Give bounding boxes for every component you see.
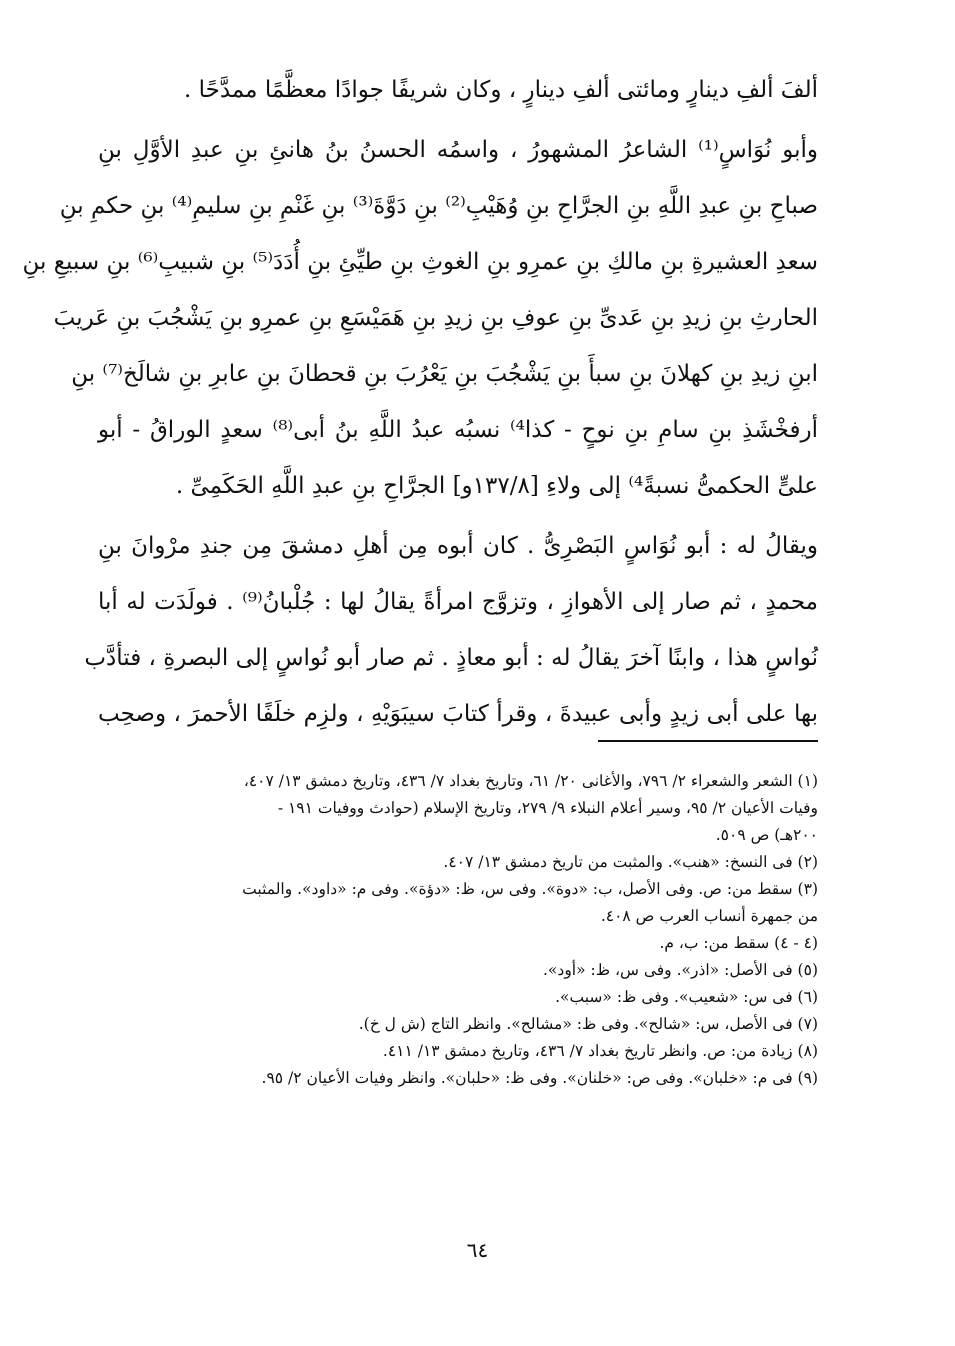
text-line: ويقالُ له : أبو نُوَاسٍ البَصْرِىُّ . كان أبوه مِن أهلِ دمشقَ مِن جندِ مرْوانَ بنِ [98,533,818,559]
footnote-line: (٧) فى الأصل، س: «شالح». وفى ظ: «مشالح». وانظر التاج (ش ل خ). [358,1015,818,1033]
text-line: الحارثِ بنِ زيدِ بنِ عَدىِّ بنِ عوفِ بنِ زيدِ بنِ هَمَيْسَعِ بنِ عمرِو بنِ يَشْجُبَ بنِ عَريبَ [53,305,818,331]
page-number: ٦٤ [466,1238,489,1262]
footnote-line: (٨) زيادة من: ص. وانظر تاريخ بغداد ٧/ ٤٣٦، وتاريخ دمشق ١٣/ ٤١١. [382,1042,818,1060]
footnote-line: (٣) سقط من: ص. وفى الأصل، ب: «دوة». وفى س، ظ: «دؤة». وفى م: «داود». والمثبت [242,880,818,898]
footnote-line: ٢٠٠هـ) ص ٥٠٩. [715,826,818,844]
text-line: محمدٍ ، ثم صار إلى الأهوازِ ، وتزوَّج امرأةً يقالُ لها : جُلْبانُ⁽⁹⁾ . فولَدَت له أبا [98,589,818,615]
text-line: أرفخْشَذِ بنِ سامِ بنِ نوحٍ - كذا⁴⁾ نسبُه عبدُ اللَّهِ بنُ أبى⁽⁸⁾ سعدٍ الوراقُ - أبو [98,417,819,443]
footnote-line: (٤ - ٤) سقط من: ب، م. [659,934,818,952]
footnote-line: (٦) فى س: «شعيب». وفى ظ: «سبب». [555,988,818,1006]
footnote-line: (٥) فى الأصل: «اذر». وفى س، ظ: «أود». [543,961,818,979]
text-line: وأبو نُوَاسٍ⁽¹⁾ الشاعرُ المشهورُ ، واسمُه الحسنُ بنُ هانئِ بنِ عبدِ الأوَّلِ بنِ [98,137,818,163]
text-line: علىٍّ الحكمىُّ نسبةً⁴⁾ إلى ولاءِ [١٣٧/٨و] الجرَّاحِ بنِ عبدِ اللَّهِ الحَكَمِىِّ . [175,473,818,499]
text-line: نُواسٍ هذا ، وابنًا آخرَ يقالُ له : أبو معاذٍ . ثم صار أبو نُواسٍ إلى البصرةِ ، فتأدَّب [84,645,818,671]
footnote-line: (٢) فى النسخ: «هنب». والمثبت من تاريخ دمشق ١٣/ ٤٠٧. [443,853,818,871]
footnote-line: (٩) فى م: «خلبان». وفى ص: «خلنان». وفى ظ: «حلبان». وانظر وفيات الأعيان ٢/ ٩٥. [261,1069,818,1087]
text-line: ابنِ زيدِ بنِ كهلانَ بنِ سبأَ بنِ يَشْجُبَ بنِ يَعْرُبَ بنِ قحطانَ بنِ عابرِ بنِ شالَخ⁽⁷⁾ بنِ [71,361,818,387]
footnote-line: من جمهرة أنساب العرب ص ٤٠٨. [600,907,818,925]
text-line: صباحِ بنِ عبدِ اللَّهِ بنِ الجرَّاحِ بنِ وُهَيْبِ⁽²⁾ بنِ دَوَّةَ⁽³⁾ بنِ غَنْمِ بنِ سليمِ⁽⁴⁾ بنِ حكمِ بنِ [59,193,818,219]
main-text [22,62,819,742]
text-line: سعدِ العشيرةِ بنِ مالكِ بنِ عمرِو بنِ الغوثِ بنِ طيِّئِ بنِ أُدَدَ⁽⁵⁾ بنِ شبيبِ⁽⁶⁾ بنِ سبيعِ بنِ [22,249,818,275]
text-line: ألفَ ألفِ دينارٍ ومائتى ألفِ دينارٍ ، وكان شريفًا جوادًا معظَّمًا ممدَّحًا . [183,77,818,103]
text-line: بها على أبى زيدٍ وأبى عبيدةَ ، وقرأ كتابَ سيبَوَيْهِ ، ولزِم خلَفًا الأحمرَ ، وصحِب [98,701,818,727]
footnote-line: وفيات الأعيان ٢/ ٩٥، وسير أعلام النبلاء ٩/ ٢٧٩، وتاريخ الإسلام (حوادث ووفيات ١٩١ - [277,799,818,817]
footnote-line: (١) الشعر والشعراء ٢/ ٧٩٦، والأغانى ٢٠/ ٦١، وتاريخ بغداد ٧/ ٤٣٦، وتاريخ دمشق ١٣/ ٤٠٧، [243,772,818,790]
footnotes [98,768,818,1092]
footnote-separator [598,740,818,742]
